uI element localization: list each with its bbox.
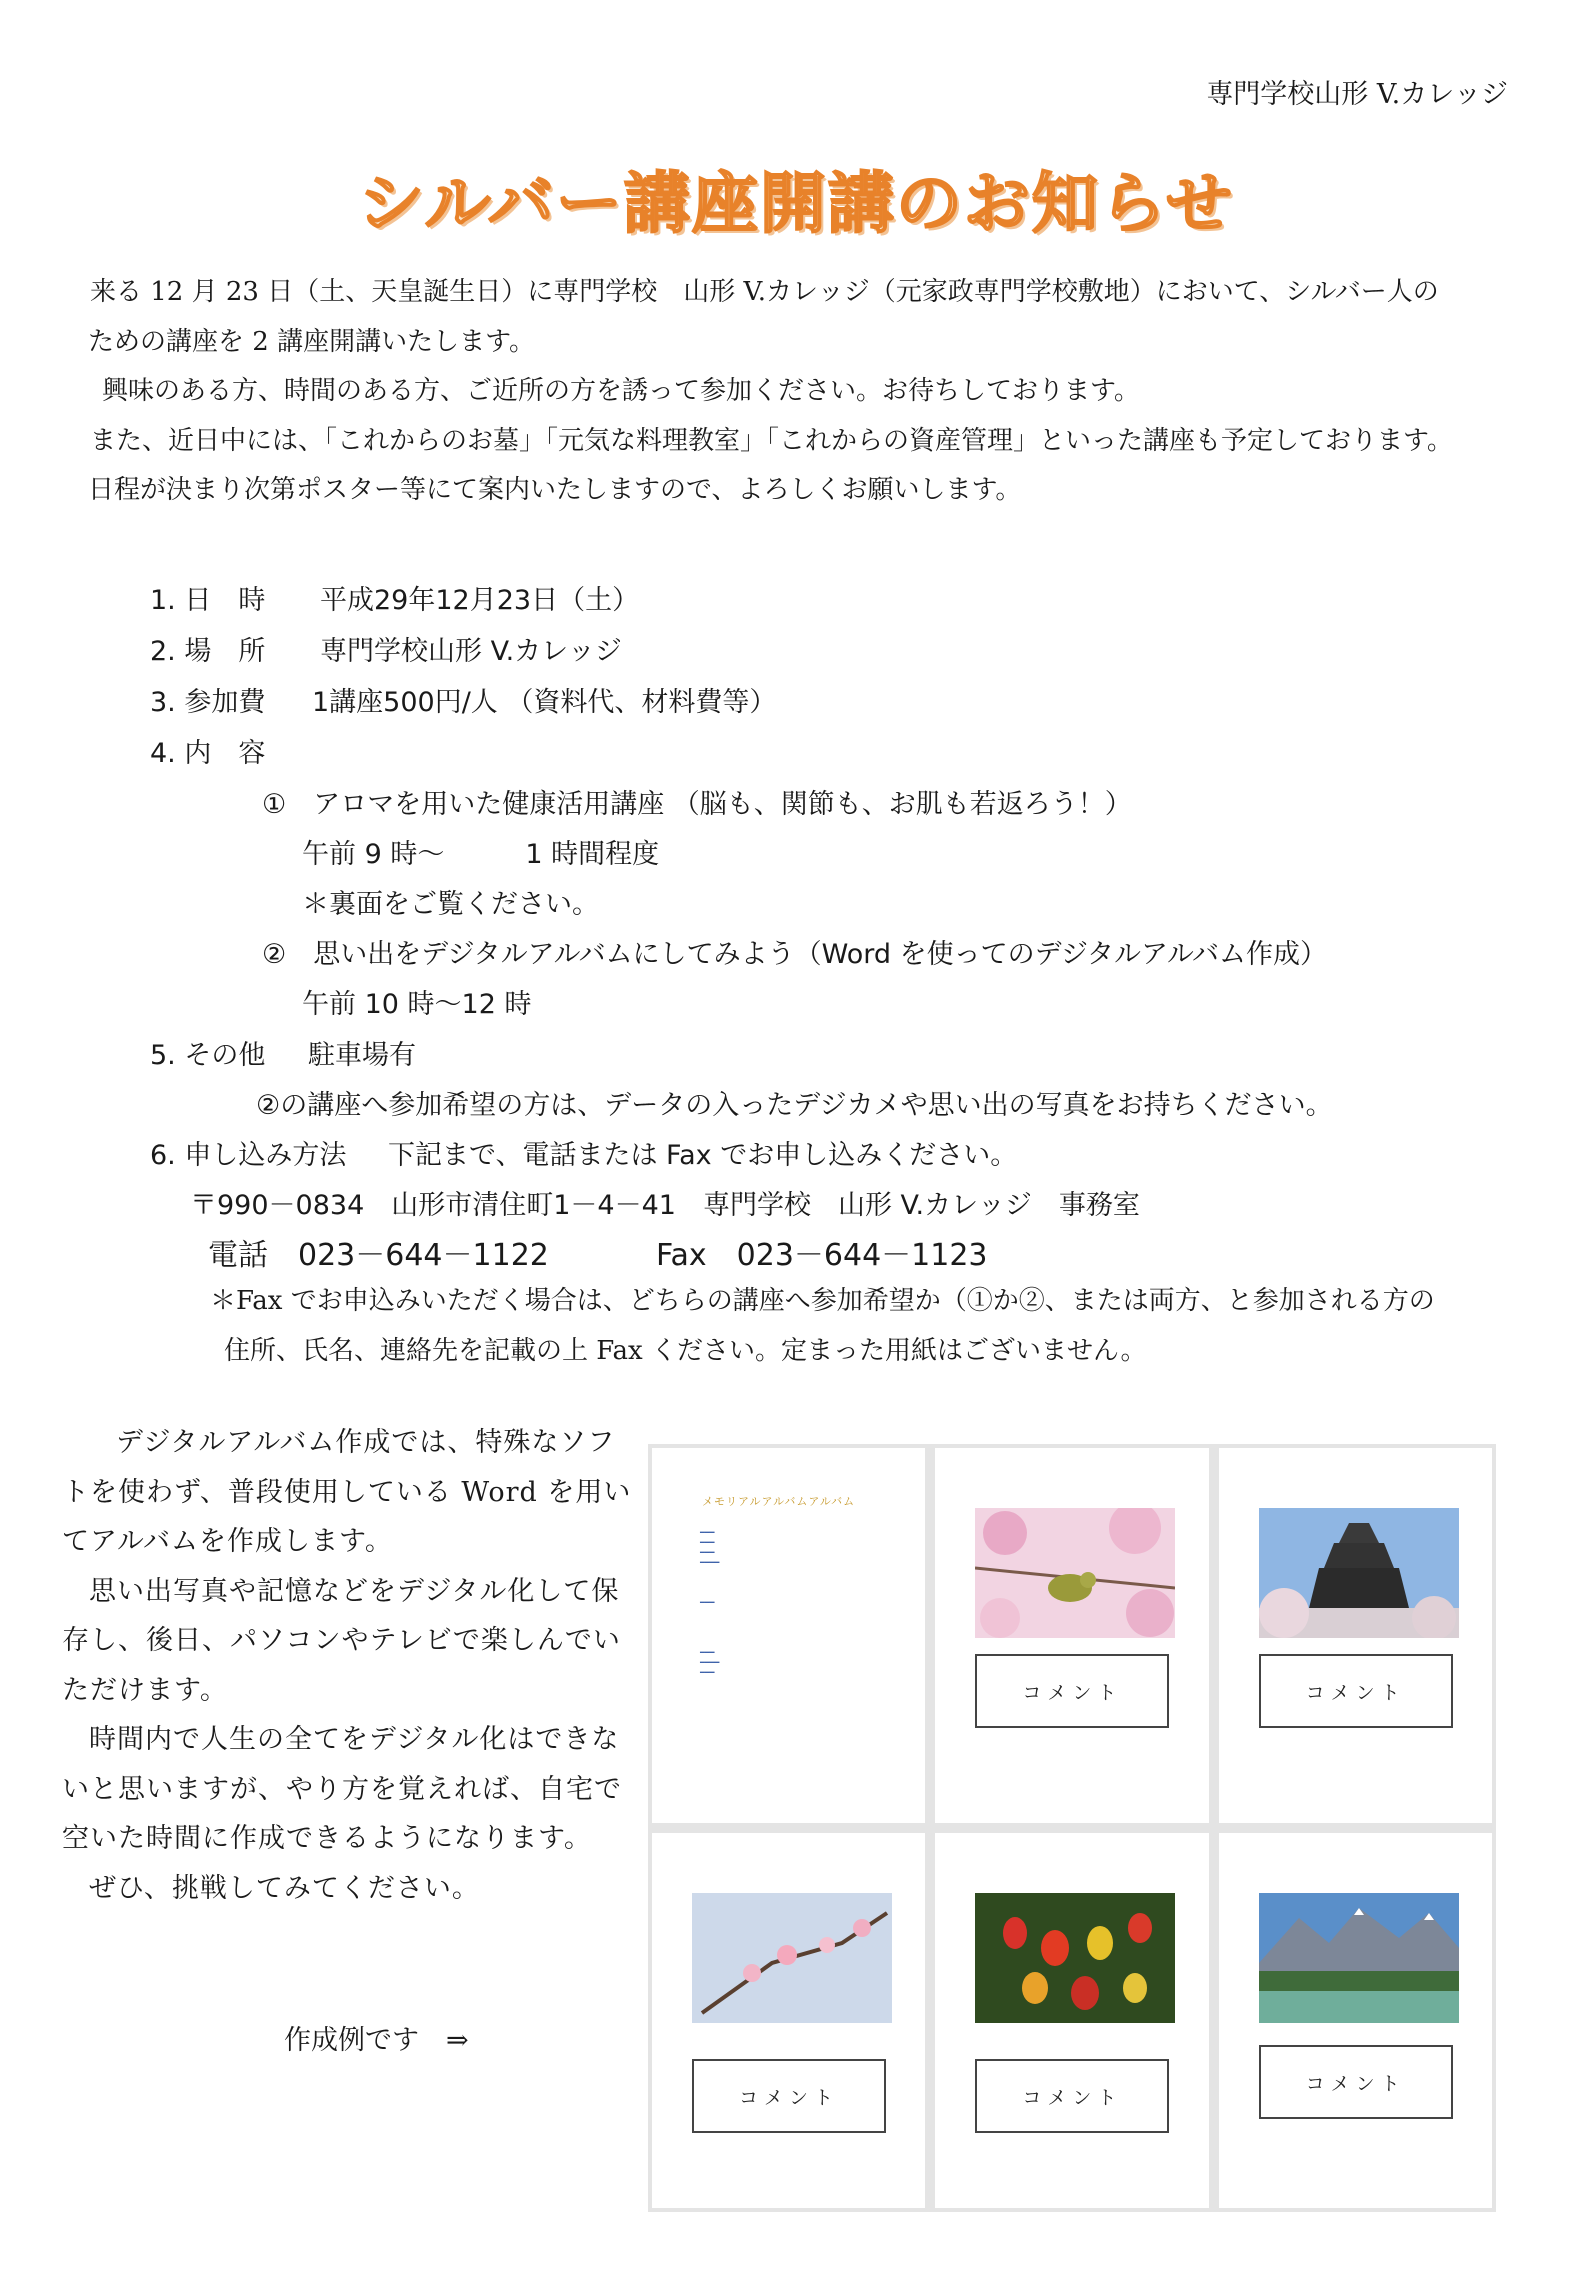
toc-block-3: ━━━ ━━━━ ━━━ <box>700 1648 720 1677</box>
course2-time: 午前 10 時～12 時 <box>302 989 532 1020</box>
comment-box: コメント <box>692 2059 886 2133</box>
photo-cherry-blossom-bird <box>975 1508 1175 1638</box>
fax-note-line-1: ＊Fax でお申込みいただく場合は、どちらの講座へ参加希望か（①か②、または両方、と参加される方の <box>210 1286 1435 1316</box>
album-page-6 <box>1219 1833 1492 2208</box>
date-label: 1. 日 時 <box>150 585 266 616</box>
fax-note-line-2: 住所、氏名、連絡先を記載の上 Fax ください。定まった用紙はございません。 <box>224 1336 1147 1366</box>
album-page-cover <box>652 1448 925 1823</box>
album-paragraph-3: 時間内で人生の全てをデジタル化はできないと思いますが、やり方を覚えれば、自宅で空いた時間に作成できるようになります。 <box>62 1724 622 1854</box>
course1-note: ＊裏面をご覧ください。 <box>302 889 599 920</box>
intro-line-3: 興味のある方、時間のある方、ご近所の方を誘って参加ください。お待ちしております。 <box>102 376 1140 406</box>
album-paragraph-4: ぜひ、挑戦してみてください。 <box>89 1872 480 1904</box>
other-label: 5. その他 <box>150 1040 266 1071</box>
date-value: 平成29年12月23日（土） <box>320 585 640 616</box>
detail-place <box>150 629 622 668</box>
photo-tulips <box>975 1893 1175 2023</box>
apply-value: 下記まで、電話または Fax でお申し込みください。 <box>388 1140 1018 1171</box>
place-value: 専門学校山形 V.カレッジ <box>320 636 622 667</box>
album-page-5 <box>935 1833 1208 2208</box>
album-cover-title: メモリアルアルバムアルバム <box>702 1495 856 1508</box>
course1-title: ① アロマを用いた健康活用講座 （脳も、関節も、お肌も若返ろう！） <box>262 789 1132 820</box>
apply-label: 6. 申し込み方法 <box>150 1140 347 1171</box>
phone-number: 電話 023－644－1122 <box>208 1238 549 1273</box>
other-value: 駐車場有 <box>308 1040 416 1071</box>
toc-block-1: ━━━ ━━━ ━━━ ━━━━ <box>700 1528 720 1567</box>
place-label: 2. 場 所 <box>150 636 266 667</box>
course2-title: ② 思い出をデジタルアルバムにしてみよう（Word を使ってのデジタルアルバム作成） <box>262 939 1328 970</box>
intro-line-5: 日程が決まり次第ポスター等にて案内いたしますので、よろしくお願いします。 <box>88 475 1022 505</box>
other-note: ②の講座へ参加希望の方は、データの入ったデジカメや思い出の写真をお持ちください。 <box>256 1090 1333 1121</box>
address: 〒990－0834 山形市清住町1－4－41 専門学校 山形 V.カレッジ 事務室 <box>190 1190 1140 1221</box>
detail-fee <box>150 680 776 719</box>
course1-time: 午前 9 時～ 1 時間程度 <box>302 839 660 870</box>
comment-box: コメント <box>975 2059 1169 2133</box>
comment-box: コメント <box>1259 2045 1453 2119</box>
fee-label: 3. 参加費 <box>150 687 266 718</box>
content-label: 4. 内 容 <box>150 738 266 769</box>
comment-box: コメント <box>975 1654 1169 1728</box>
fax-number: Fax 023－644－1123 <box>656 1238 988 1273</box>
album-page-4 <box>652 1833 925 2208</box>
album-paragraph-1: デジタルアルバム作成では、特殊なソフトを使わず、普段使用している Word を用いてアルバムを作成します。 <box>62 1427 632 1557</box>
album-paragraph-2: 思い出写真や記憶などをデジタル化して保存し、後日、パソコンやテレビで楽しんでいただけます。 <box>62 1575 621 1706</box>
photo-castle <box>1259 1508 1459 1638</box>
album-page-3 <box>1219 1448 1492 1823</box>
intro-line-1: 来る 12 月 23 日（土、天皇誕生日）に専門学校 山形 V.カレッジ（元家政専門学校敷地）において、シルバー人の <box>90 277 1439 307</box>
page-title: シルバー講座開講のお知らせ <box>358 165 1234 242</box>
comment-box: コメント <box>1259 1654 1453 1728</box>
detail-date <box>150 578 639 617</box>
album-sample-grid <box>648 1444 1496 2212</box>
photo-mountain-lake <box>1259 1893 1459 2023</box>
album-page-2 <box>935 1448 1208 1823</box>
school-header: 専門学校山形 V.カレッジ <box>1206 79 1508 110</box>
sample-label: 作成例です ⇒ <box>284 2025 469 2056</box>
intro-line-2: ための講座を 2 講座開講いたします。 <box>88 326 535 357</box>
album-description <box>62 1418 634 1913</box>
detail-other <box>150 1033 416 1072</box>
toc-block-2: ━━━ <box>700 1598 715 1607</box>
fee-value: 1講座500円/人 （資料代、材料費等） <box>312 687 777 718</box>
intro-line-4: また、近日中には、「これからのお墓」「元気な料理教室」「これからの資産管理」といった講座も予定しております。 <box>90 425 1453 456</box>
photo-plum-blossom <box>692 1893 892 2023</box>
intro-paragraph <box>90 268 1453 516</box>
detail-apply <box>150 1133 1017 1172</box>
